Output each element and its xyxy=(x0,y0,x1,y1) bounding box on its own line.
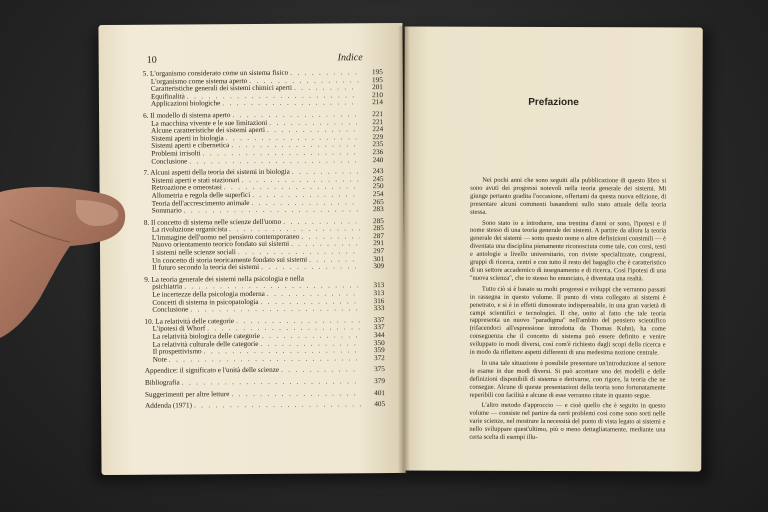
toc-leader-dots xyxy=(180,378,361,387)
toc-entry-title: La rivoluzione organicista xyxy=(151,225,228,234)
page-number: 10 xyxy=(146,54,157,66)
toc-chapter xyxy=(144,275,384,315)
toc-page-number: 210 xyxy=(372,90,383,99)
toc-page-number: 301 xyxy=(373,254,385,263)
toc-page-number: 240 xyxy=(372,155,384,164)
toc-page-number: 195 xyxy=(372,75,383,84)
toc-page-number: 401 xyxy=(374,388,386,397)
toc-entry-title: Teoria dell'accrescimento animale xyxy=(151,198,250,208)
toc-entry-title: La relatività biologica delle categorie xyxy=(152,331,261,341)
toc-section xyxy=(145,355,385,364)
toc-page-number: 285 xyxy=(373,224,384,233)
toc-back-matter-entry xyxy=(145,390,385,399)
preface-title: Prefazione xyxy=(528,96,579,109)
toc-entry-title: Il futuro secondo la teoria dei sistemi xyxy=(152,263,260,272)
toc-section xyxy=(143,99,383,108)
toc-page-number: 221 xyxy=(372,110,384,119)
toc-entry-title: Suggerimenti per altre letture xyxy=(144,389,230,399)
toc-page-number: 265 xyxy=(372,197,384,206)
toc-section xyxy=(144,263,384,272)
toc-page-number: 195 xyxy=(371,68,383,77)
toc-chapter xyxy=(144,317,384,364)
toc-page-number: 235 xyxy=(372,140,384,149)
toc-entry-title: Applicazioni biologiche xyxy=(150,99,221,109)
running-head: Indice xyxy=(337,52,363,64)
toc-entry-title: Alcune caratteristiche dei sistemi aperti xyxy=(151,126,265,135)
toc-leader-dots xyxy=(279,367,361,375)
toc-entry-title: I sistemi nelle scienze sociali xyxy=(151,248,236,257)
toc-entry-title: Allometria e regola delle superfici xyxy=(151,190,251,200)
toc-entry-title: L'immagine dell'uomo nel pensiero contemporaneo xyxy=(151,232,300,242)
toc-entry-title: Retroazione e omeostasi xyxy=(151,183,222,193)
toc-entry-title: 8. Il concetto di sistema nelle scienze dell'uomo xyxy=(143,217,282,227)
toc-section xyxy=(144,206,384,215)
toc-back-matter-entry xyxy=(145,378,385,387)
left-page xyxy=(98,23,405,475)
toc-entry-title: Sistemi aperti e cibernetica xyxy=(151,141,230,151)
toc-page-number: 372 xyxy=(373,353,385,362)
toc-entry-title: 7. Alcuni aspetti della teoria dei sistemi in biologia xyxy=(143,167,290,177)
toc-entry-title: Caratteristiche generali dei sistemi chimici aperti xyxy=(150,83,293,93)
toc-page-number: 245 xyxy=(372,174,384,183)
toc-entry-title: Concetti di sistema in psicopatologia xyxy=(152,297,259,307)
toc-chapter xyxy=(144,218,384,273)
toc-entry-title: Un concetto di storia teoricamente fondato sui sistemi xyxy=(152,255,308,265)
toc-entry-title: Note xyxy=(152,355,167,364)
toc-entry-title: Sommario xyxy=(151,206,182,215)
toc-entry-title: Il prospettivismo xyxy=(152,347,202,356)
toc-back-matter xyxy=(145,366,385,410)
toc-leader-dots xyxy=(182,206,360,215)
toc-back-matter-entry xyxy=(145,366,385,375)
toc-section xyxy=(143,157,383,166)
toc-page-number: 316 xyxy=(373,296,385,305)
toc-section xyxy=(144,305,384,314)
toc-page-number: 250 xyxy=(372,182,384,191)
preface-paragraph: Nei pochi anni che sono seguiti alla pubblicazione di questo libro si sono avuti dei progressi notevoli nella teoria generale dei sistemi. Mi giunge pertanto gradita l'occasione, offertami da questa nuova edizione, di presentare alcuni commenti basandomi sullo stato attuale della teoria stessa. xyxy=(470,176,667,216)
toc-entry-title: Le incertezze della psicologia moderna xyxy=(152,289,265,299)
toc-page-number: 375 xyxy=(374,365,385,374)
toc-entry-title: Bibliografia xyxy=(144,378,180,387)
toc-leader-dots xyxy=(187,157,359,166)
toc-page-number: 243 xyxy=(372,167,384,176)
book-gutter xyxy=(398,26,410,474)
toc-entry-title: Equifinalità xyxy=(150,92,185,101)
toc-entry-title: 10. La relatività delle categorie xyxy=(144,316,235,326)
toc-leader-dots xyxy=(229,390,361,399)
preface-paragraph: In una tale situazione è possibile presentare un'introduzione al settore in esame in due modi diversi. Si può accettare uno dei modelli e delle definizioni disponibili di sistema e derivarne, con rigore, la teoria che ne consegue. Alcune di queste presentazioni della teoria sono fortunatamente reperibili con facilità e alcune di esse verranno citate in quanto segue. xyxy=(469,359,666,399)
toc-entry-title: psichiatria xyxy=(152,282,183,292)
toc-page-number: 350 xyxy=(373,338,385,347)
toc-page-number: 229 xyxy=(372,132,384,141)
right-page xyxy=(403,26,703,471)
toc-page-number: 287 xyxy=(373,231,384,241)
table-of-contents xyxy=(143,69,385,414)
toc-page-number: 291 xyxy=(373,239,384,248)
toc-leader-dots xyxy=(192,401,361,410)
toc-chapter xyxy=(143,111,383,166)
toc-entry-title: 6. Il modello di sistema aperto xyxy=(143,111,231,120)
toc-entry-title: Problemi irrisolti xyxy=(151,149,201,158)
toc-page-number: 283 xyxy=(372,205,384,214)
toc-page-number: 254 xyxy=(372,189,384,199)
preface-paragraph: L'altro metodo d'approccio — e cioè quello che è seguito in questo volume — consiste nel partire da certi problemi così come sono sorti nelle varie scienze, nel mostrare la necessità del punto di vista legato ai sistemi e nello sviluppare quest'ultimo, più o meno dettagliatamente, mediante una certa scelta di esempi illu- xyxy=(469,402,666,442)
toc-entry-title: Sistemi aperti e stati stazionari xyxy=(151,175,240,185)
toc-entry-title: Conclusione xyxy=(151,156,188,166)
preface-paragraph: Sono stato io a introdurre, una trentina d'anni or sono, l'ipotesi e il nome stesso di una teoria generale dei sistemi. A partire da allora la teoria generale dei sistemi — sotto questo nome o altre definizioni consimili — è diventata una disciplina pienamente riconosciuta come tale, con corsi, testi e antologie a livello universitario, con riviste specializzate, congressi, gruppi di ricerca, centri e con tutto il resto del bagaglio che è caratteristico di un settore accademico di insegnamento e di ricerca. Così l'ipotesi di una "nuova scienza", che io stesso ho enunciato, è diventata una realtà. xyxy=(469,219,667,283)
toc-page-number: 313 xyxy=(373,289,385,298)
toc-entry-title: Nuovo orientamento teorico fondato sui sistemi xyxy=(151,240,290,250)
preface-paragraph: Tutto ciò si è basato su molti progressi e sviluppi che verranno passati in rassegna in questo volume. Il punto di vista collegato ai sistemi è penetrato, e si è in effetti dimostrato indispensabile, in una gran varietà di campi scientifici e tecnologici. Il che, unito al fatto che tale teoria rappresenta un nuovo "paradigma" nell'ambito del pensiero scientifico (rifacendoci all'espressione introdotta da Thomas Kuhn), ha come conseguenza che il concetto di sistema può essere definito e venire sviluppato in modi diversi, così com'è richiesto dagli scopi della ricerca e in modo da riflettere aspetti differenti di una medesima nozione centrale. xyxy=(469,285,666,357)
toc-page-number: 214 xyxy=(372,98,384,107)
toc-entry-title: Appendice: il significato e l'unità delle scienze xyxy=(144,366,280,376)
toc-page-number: 405 xyxy=(374,400,386,409)
toc-entry-title: La relatività culturale delle categorie xyxy=(152,339,259,349)
toc-page-number: 297 xyxy=(373,247,385,256)
toc-leader-dots xyxy=(188,305,360,314)
toc-entry-title: 5. L'organismo considerato come un sistema fisico xyxy=(142,68,289,78)
toc-page-number: 344 xyxy=(373,331,385,340)
toc-leader-dots xyxy=(220,100,359,109)
toc-entry-title: Sistemi aperti in biologia xyxy=(151,133,224,143)
toc-page-number: 236 xyxy=(372,148,384,157)
toc-page-number: 309 xyxy=(373,262,385,271)
toc-page-number: 337 xyxy=(373,315,385,324)
toc-chapter xyxy=(143,69,383,109)
toc-page-number: 285 xyxy=(372,216,384,225)
preface-body xyxy=(469,177,666,446)
hand-thumb xyxy=(0,180,130,340)
toc-page-number: 221 xyxy=(372,117,384,126)
toc-entry-title: L'ipotesi di Whorf xyxy=(152,324,206,334)
toc-page-number: 379 xyxy=(374,377,385,386)
toc-back-matter-entry xyxy=(145,401,385,410)
toc-chapter xyxy=(143,168,383,215)
toc-page-number: 224 xyxy=(372,125,384,134)
toc-page-number: 337 xyxy=(373,323,385,332)
toc-entry-title: Conclusione xyxy=(152,305,189,314)
toc-entry-title: La macchina vivente e le sue limitazioni xyxy=(151,118,268,128)
toc-page-number: 333 xyxy=(373,304,385,313)
toc-entry-title: Addenda (1971) xyxy=(145,401,193,410)
toc-page-number: 201 xyxy=(372,83,383,92)
toc-leader-dots xyxy=(259,263,360,271)
toc-page-number: 313 xyxy=(373,281,385,290)
toc-page-number: 359 xyxy=(373,346,385,355)
toc-leader-dots xyxy=(167,355,361,364)
toc-chapter-title: 9. La teoria generale dei sistemi nella psicologia e nella xyxy=(144,274,304,284)
toc-entry-title: L'organismo come sistema aperto xyxy=(150,76,248,86)
